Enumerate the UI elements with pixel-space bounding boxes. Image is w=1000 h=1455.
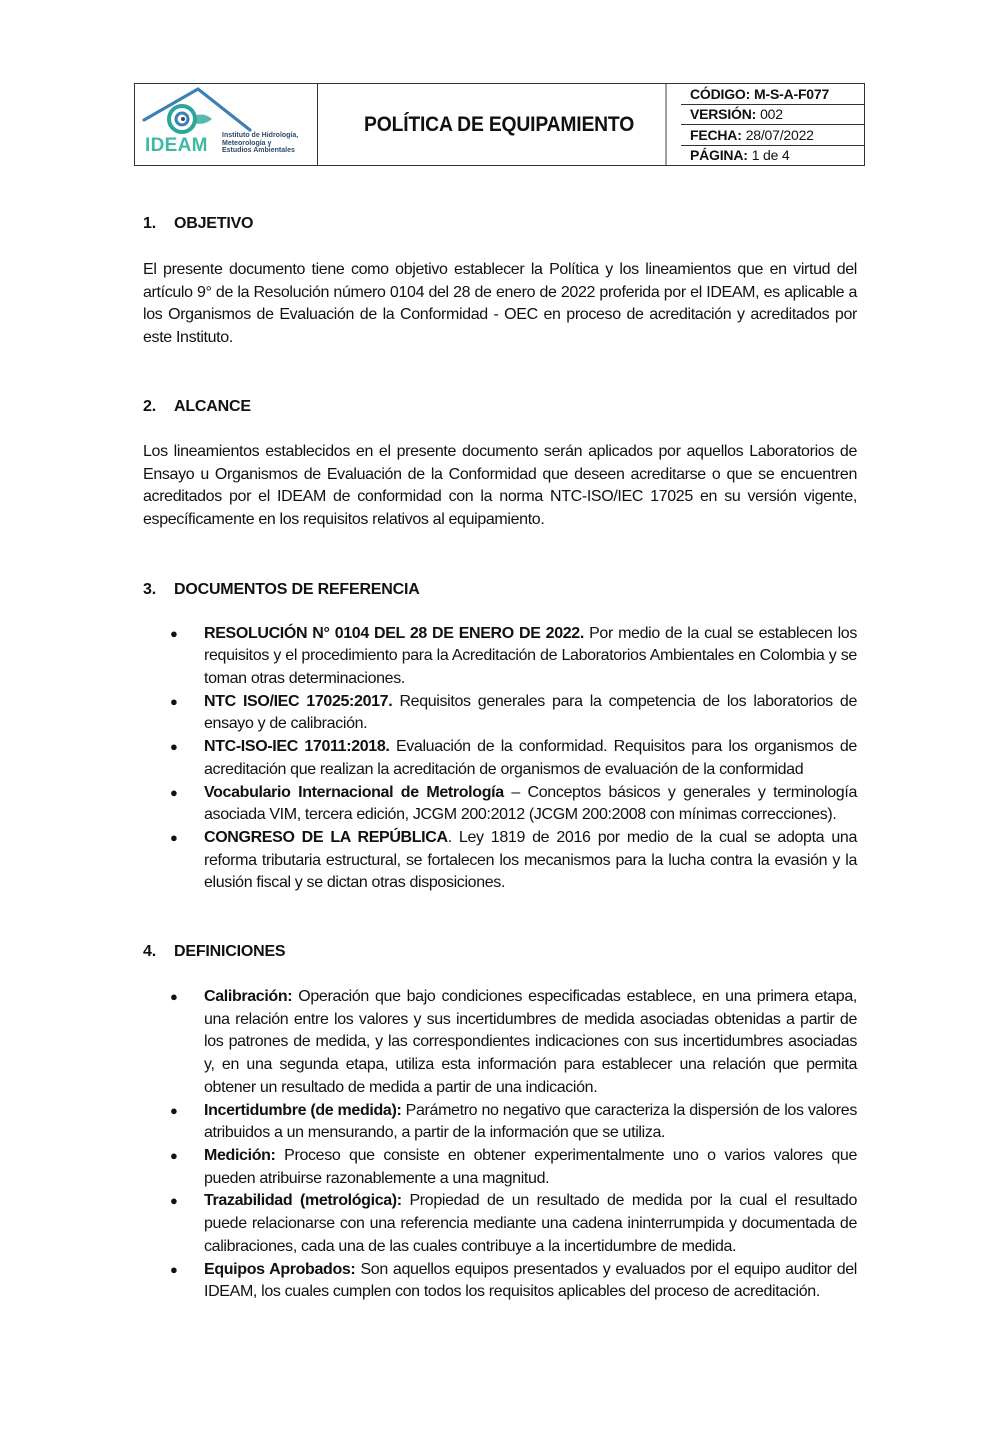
bullet-icon: ● xyxy=(170,693,178,709)
meta-code xyxy=(681,84,864,105)
alcance-paragraph: Los lineamientos establecidos en el presente documento serán aplicados por aquellos Laboratorios de Ensayo u Organismos de Evaluación de la Conformidad que deseen acreditarse o que se encuentren acreditados por el IDEAM de conformidad con la norma NTC-ISO/IEC 17025 en su versión vigente, específicamente en los requisitos relativos al equipamiento. xyxy=(143,442,857,528)
reference-item xyxy=(143,623,857,691)
meta-value: M-S-A-F077 xyxy=(754,85,830,102)
bullet-icon: ● xyxy=(170,784,178,800)
item-term: Equipos Aprobados: xyxy=(204,1260,356,1278)
item-term: Vocabulario Internacional de Metrología xyxy=(204,783,504,801)
section-title: DOCUMENTOS DE REFERENCIA xyxy=(174,580,420,598)
meta-label: VERSIÓN: xyxy=(690,106,757,123)
reference-item xyxy=(143,782,857,827)
ideam-emblem-icon xyxy=(142,86,252,138)
bullet-icon: ● xyxy=(170,1102,178,1118)
definition-item xyxy=(143,1190,857,1258)
meta-label: PÁGINA: xyxy=(690,147,748,164)
item-description: . Ley 1819 de 2016 por medio de la cual se adopta una reforma tributaria estructural, se fortalecen los mecanismos para la lucha contra la evasión y la elusión fiscal y se dictan otras disposiciones. xyxy=(204,828,858,892)
document-title: POLÍTICA DE EQUIPAMIENTO xyxy=(333,84,667,165)
section-heading-definiciones xyxy=(143,940,857,964)
bullet-icon: ● xyxy=(170,1261,178,1277)
ideam-logo xyxy=(135,84,318,165)
item-description: Proceso que consiste en obtener experimentalmente uno o varios valores que pueden atribuirse razonablemente a una magnitud. xyxy=(204,1146,857,1187)
section-heading-objetivo xyxy=(143,212,857,236)
document-body xyxy=(143,212,857,1304)
meta-version xyxy=(681,105,864,126)
reference-list xyxy=(143,623,857,895)
item-term: NTC ISO/IEC 17025:2017. xyxy=(204,692,393,710)
meta-value: 002 xyxy=(760,106,783,123)
definition-item xyxy=(143,1259,857,1304)
logo-subtitle-line: Instituto de Hidrología, xyxy=(222,132,299,139)
section-number: 4. xyxy=(143,943,156,961)
meta-label: CÓDIGO: xyxy=(690,85,751,102)
meta-value: 1 de 4 xyxy=(751,147,790,164)
bullet-icon: ● xyxy=(170,989,178,1005)
meta-label: FECHA: xyxy=(690,126,742,143)
section-number: 2. xyxy=(143,397,156,415)
item-term: Trazabilidad (metrológica): xyxy=(204,1192,402,1210)
logo-subtitle-line: Meteorología y xyxy=(222,139,272,147)
logo-wordmark: IDEAM xyxy=(145,135,208,156)
reference-item xyxy=(143,691,857,736)
meta-value: 28/07/2022 xyxy=(745,126,814,143)
item-description: Operación que bajo condiciones especificadas establece, en una primera etapa, una relación entre los valores y sus incertidumbres de medida asociadas obtenidas a partir de los patrones de medida, y las correspondientes indicaciones con sus incertidumbres asociadas y, en una segunda etapa, utiliza esta información para establecer una relación que permita obtener un resultado de medida a partir de una indicación. xyxy=(204,988,857,1096)
section-heading-alcance xyxy=(143,395,857,419)
item-term: RESOLUCIÓN N° 0104 DEL 28 DE ENERO DE 2022. xyxy=(204,624,584,642)
section-title: OBJETIVO xyxy=(174,215,254,232)
item-description: Evaluación de la conformidad. Requisitos para los organismos de acreditación que realizan la acreditación de organismos de evaluación de la conformidad xyxy=(204,738,857,778)
logo-subtitle xyxy=(222,132,298,155)
reference-item xyxy=(143,736,857,781)
item-term: CONGRESO DE LA REPÚBLICA xyxy=(204,828,448,846)
section-title: ALCANCE xyxy=(174,397,251,415)
definition-item xyxy=(143,1100,857,1145)
definition-item xyxy=(143,986,857,1100)
reference-item xyxy=(143,827,857,895)
item-description: Por medio de la cual se establecen los requisitos y el procedimiento para la Acreditación de Laboratorios Ambientales en Colombia y se toman otras determinaciones. xyxy=(204,624,857,688)
document-header-table xyxy=(134,83,865,166)
section-number: 3. xyxy=(143,580,156,598)
item-description: Propiedad de un resultado de medida por la cual el resultado puede relacionarse con una referencia mediante una cadena ininterrumpida y documentada de calibraciones, cada una de las cuales contribuye a la incertidumbre de medida. xyxy=(204,1192,857,1255)
item-description: Son aquellos equipos presentados y evaluados por el equipo auditor del IDEAM, los cuales cumplen con todos los requisitos aplicables del proceso de acreditación. xyxy=(204,1260,858,1301)
item-term: NTC-ISO-IEC 17011:2018. xyxy=(204,738,390,756)
section-number: 1. xyxy=(143,215,156,232)
bullet-icon: ● xyxy=(170,739,178,755)
section-title: DEFINICIONES xyxy=(174,943,286,961)
meta-page xyxy=(681,146,864,166)
item-description: – Conceptos básicos y generales y terminología asociada VIM, tercera edición, JCGM 200:2012 (JCGM 200:2008 con mínimas correcciones). xyxy=(204,783,857,824)
objetivo-paragraph: El presente documento tiene como objetivo establecer la Política y los lineamientos que en virtud del artículo 9° de la Resolución número 0104 del 28 de enero de 2022 proferida por el IDEAM, es aplicable a los Organismos de Evaluación de la Conformidad - OEC en proceso de acreditación y acreditados por este Instituto. xyxy=(143,261,857,347)
section-heading-referencias xyxy=(143,578,857,602)
bullet-icon: ● xyxy=(170,1147,178,1163)
bullet-icon: ● xyxy=(170,1193,178,1209)
item-term: Calibración: xyxy=(204,988,293,1006)
logo-subtitle-line: Estudios Ambientales xyxy=(222,147,295,154)
item-term: Incertidumbre (de medida): xyxy=(204,1101,402,1119)
document-meta xyxy=(681,84,864,165)
item-description: Parámetro no negativo que caracteriza la dispersión de los valores atribuidos a un mensurando, a partir de la información que se utiliza. xyxy=(204,1101,857,1142)
meta-date xyxy=(681,125,864,146)
definition-list xyxy=(143,986,857,1304)
item-description: Requisitos generales para la competencia de los laboratorios de ensayo y de calibración. xyxy=(204,692,857,733)
bullet-icon: ● xyxy=(170,829,178,845)
definition-item xyxy=(143,1145,857,1190)
bullet-icon: ● xyxy=(170,625,178,641)
item-term: Medición: xyxy=(204,1146,276,1164)
